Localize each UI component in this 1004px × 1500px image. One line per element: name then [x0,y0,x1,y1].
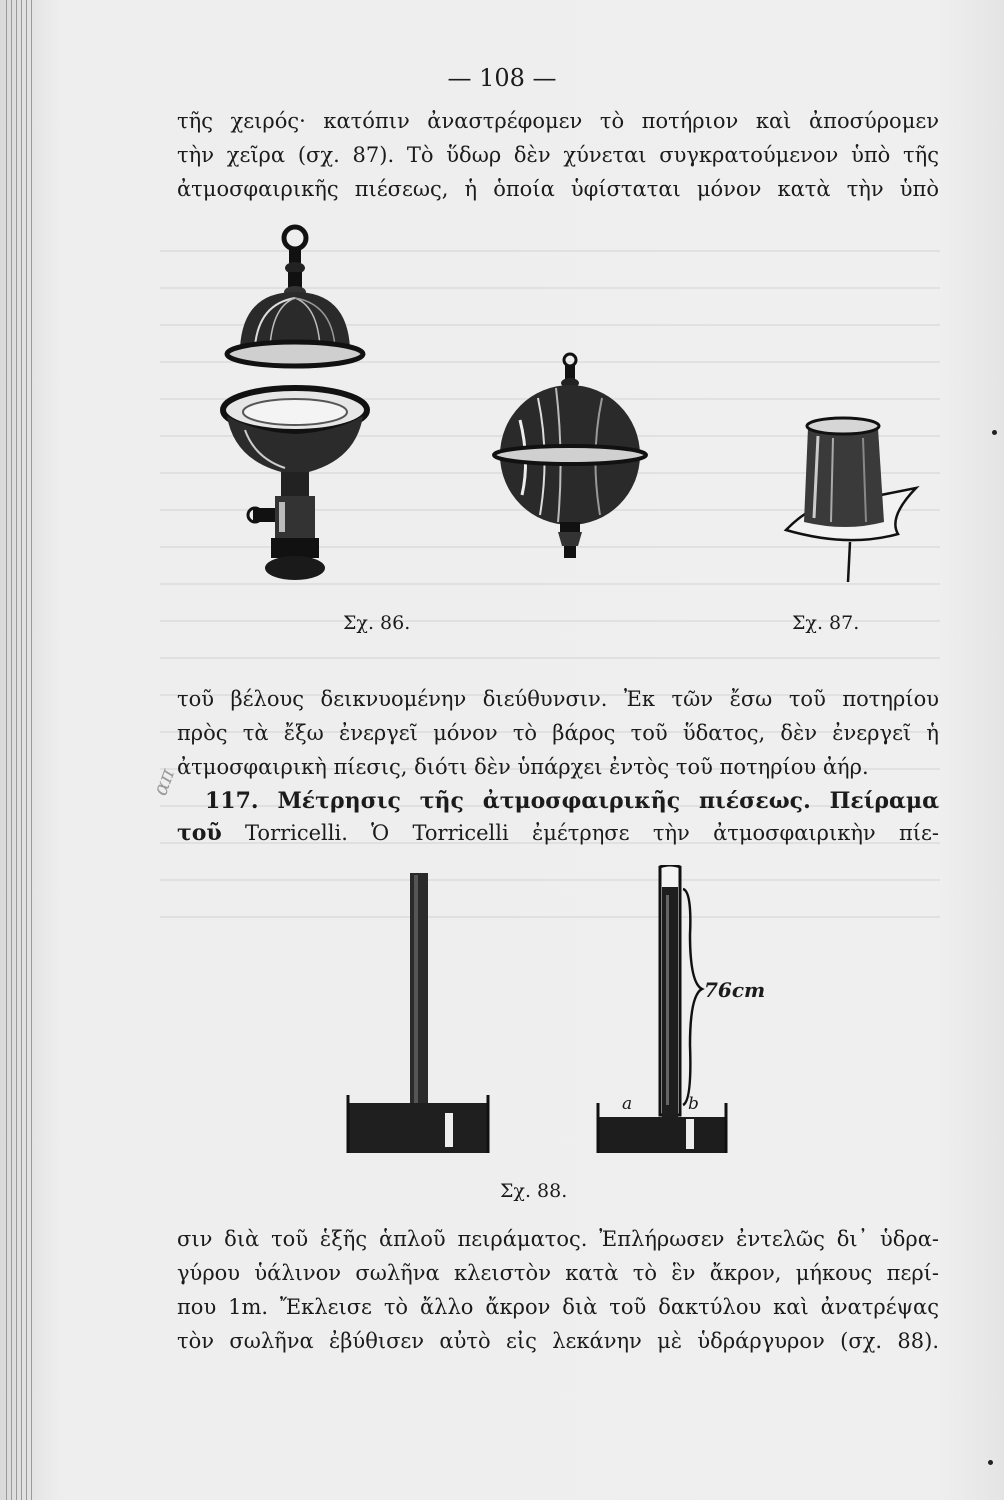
figure-86-sphere-closed [490,350,650,560]
section-117-heading [205,784,939,818]
text-line: ἀτμοσφαιρικῆς πιέσεως, ἡ ὁποία ὑφίσταται μόνον κατὰ τὴν ὑπὸ [177,177,939,201]
text-line: τοῦ βέλους δεικνυομένην διεύθυνσιν. Ἐκ τῶν ἔσω τοῦ ποτηρίου [177,687,939,711]
label-76cm: 76cm [704,978,766,1002]
section-117-intro [177,816,939,850]
text-line: που 1m. Ἔκλεισε τὸ ἄλλο ἄκρον διὰ τοῦ δακτύλου καὶ ἀνατρέψας [177,1295,939,1319]
paragraph-middle [177,682,939,784]
paragraph-bottom [177,1222,939,1358]
handwritten-margin-mark: απ [147,765,180,799]
figure-86-hemispheres [215,220,375,585]
figure-87-caption: Σχ. 87. [792,612,860,634]
text-line: ἀτμοσφαιρικὴ πίεσις, διότι δὲν ὑπάρχει ἐντὸς τοῦ ποτηρίου ἀήρ. [177,755,869,779]
section-heading-text: 117. Μέτρησις τῆς ἀτμοσφαιρικῆς πιέσεως. Πείραμα [205,788,939,814]
text-line: τῆς χειρός· κατόπιν ἀναστρέφομεν τὸ ποτήριον καὶ ἀποσύρομεν [177,109,939,133]
text-line: τὴν χεῖρα (σχ. 87). Τὸ ὕδωρ δὲν χύνεται συγκρατούμενον ὑπὸ τῆς [177,143,939,167]
text-line: πρὸς τὰ ἔξω ἐνεργεῖ μόνον τὸ βάρος τοῦ ὕδατος, δὲν ἐνεργεῖ ἡ [177,721,939,745]
page-edge-stack [6,0,32,1500]
scan-speck [992,430,997,435]
page-number: — 108 — [447,64,557,92]
figure-87-inverted-glass [778,412,923,587]
label-a: a [622,1094,633,1114]
scan-speck [988,1460,993,1465]
figure-88-caption: Σχ. 88. [500,1180,568,1202]
text-line: γύρου ὑάλινον σωλῆνα κλειστὸν κατὰ τὸ ἓν ἄκρον, μήκους περί- [177,1261,939,1285]
text-line: τὸν σωλῆνα ἐβύθισεν αὐτὸ εἰς λεκάνην μὲ ὑδράργυρον (σχ. 88). [177,1329,939,1353]
text-line: σιν διὰ τοῦ ἑξῆς ἁπλοῦ πειράματος. Ἐπλήρωσεν ἐντελῶς δι᾽ ὑδρα- [177,1227,939,1251]
figure-86-caption: Σχ. 86. [343,612,411,634]
intro-text: Torricelli. Ὁ Torricelli ἐμέτρησε τὴν ἀτμοσφαιρικὴν πίε- [221,821,939,845]
paragraph-top [177,104,939,206]
heading-tou: τοῦ [177,820,222,846]
label-b: b [688,1094,699,1114]
figure-88-torricelli [340,865,740,1155]
